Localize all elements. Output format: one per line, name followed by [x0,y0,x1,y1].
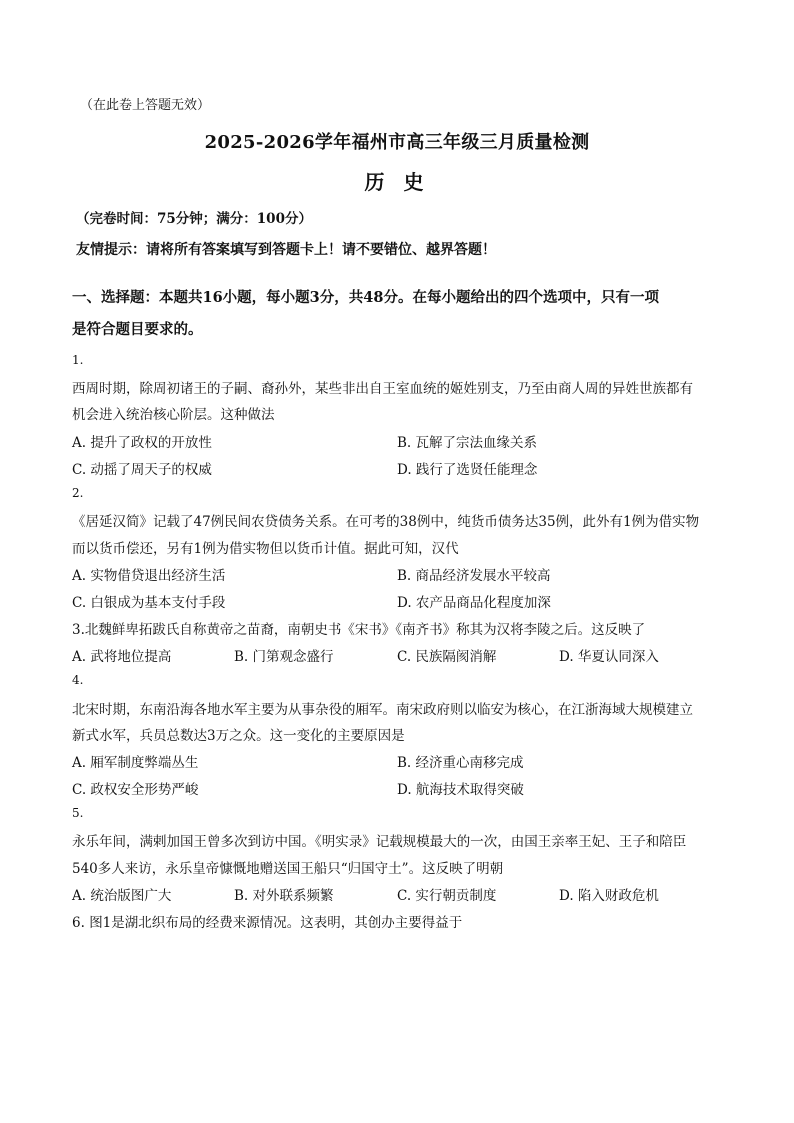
question-stem-line: 540多人来访，永乐皇帝慷慨地赠送国王船只“归国守土”。这反映了明朝 [72,861,504,877]
friendly-tip: 友情提示：请将所有答案填写到答题卡上！请不要错位、越界答题！ [76,242,496,258]
option-b: B. 瓦解了宗法血缘关系 [397,435,538,451]
option-c: C. 实行朝贡制度 [397,888,497,904]
option-b: B. 商品经济发展水平较高 [397,568,551,584]
question-stem-line: 机会进入统治核心阶层。这种做法 [72,407,275,423]
question-stem-line: 《居延汉简》记载了47例民间农贷债务关系。在可考的38例中，纯货币债务达35例，此外有1例为借实物 [72,514,700,530]
question-stem-text: 图1是湖北织布局的经费来源情况。这表明，其创办主要得益于 [89,915,463,931]
option-d: D. 农产品商品化程度加深 [397,595,551,611]
section-heading-line2: 是符合题目要求的。 [72,321,203,338]
question-stem-line: 永乐年间，满剌加国王曾多次到访中国。《明实录》记载规模最大的一次，由国王亲率王妃、王子和陪臣 [72,834,687,850]
option-b: B. 门第观念盛行 [234,649,334,665]
option-d: D. 华夏认同深入 [559,649,659,665]
option-d: D. 陷入财政危机 [559,888,659,904]
question-stem-line [72,618,645,638]
section-heading-line1: 一、选择题：本题共16小题，每小题3分，共48分。在每小题给出的四个选项中，只有一项 [72,289,659,306]
question-number: 2. [72,486,84,500]
question-stem-line: 北宋时期，东南沿海各地水军主要为从事杂役的厢军。南宋政府则以临安为核心，在江浙海域大规模建立 [72,702,693,718]
option-a: A. 提升了政权的开放性 [72,435,212,451]
option-c: C. 白银成为基本支付手段 [72,595,226,611]
question-stem-line: 而以货币偿还，另有1例为借实物但以货币计值。据此可知，汉代 [72,541,459,557]
option-a: A. 武将地位提高 [72,649,172,665]
question-number: 1. [72,353,84,367]
answer-notice: （在此卷上答题无效） [80,98,211,113]
question-stem-line: 新式水军，兵员总数达3万之众。这一变化的主要原因是 [72,728,405,744]
option-c: C. 民族隔阂消解 [397,649,497,665]
question-number: 3. [72,622,85,638]
exam-meta: （完卷时间：75分钟；满分：100分） [76,211,312,227]
option-b: B. 经济重心南移完成 [397,755,524,771]
option-c: C. 动摇了周天子的权威 [72,462,212,478]
question-number: 5. [72,806,84,820]
option-d: D. 航海技术取得突破 [397,782,524,798]
question-number: 6. [72,915,85,931]
option-b: B. 对外联系频繁 [234,888,334,904]
option-c: C. 政权安全形势严峻 [72,782,199,798]
exam-title: 2025-2026学年福州市高三年级三月质量检测 [204,132,590,153]
question-number: 4. [72,673,84,687]
question-stem-text: 北魏鲜卑拓跋氏自称黄帝之苗裔，南朝史书《宋书》《南齐书》称其为汉将李陵之后。这反映了 [84,622,646,638]
question-stem-line [72,911,462,931]
question-stem-line: 西周时期，除周初诸王的子嗣、裔孙外，某些非出自王室血统的姬姓别支，乃至由商人周的异姓世族都有 [72,381,693,397]
option-a: A. 厢军制度弊端丛生 [72,755,199,771]
option-a: A. 统治版图广大 [72,888,172,904]
subject-title: 历 史 [364,170,430,194]
option-a: A. 实物借贷退出经济生活 [72,568,226,584]
option-d: D. 践行了选贤任能理念 [397,462,538,478]
